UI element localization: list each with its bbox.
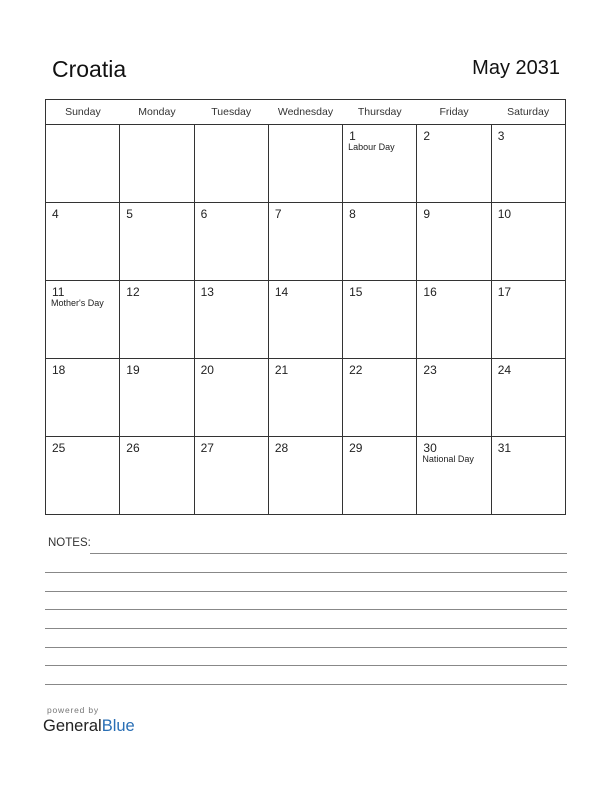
day-number: 21 [274, 363, 289, 377]
note-line [45, 684, 567, 685]
day-cell [417, 203, 491, 281]
week-row [46, 281, 566, 359]
day-cell [120, 437, 194, 515]
weekday-friday: Friday [417, 100, 491, 125]
weekday-sunday: Sunday [46, 100, 120, 125]
day-number: 7 [274, 207, 282, 221]
holiday-label: Mother's Day [51, 298, 104, 308]
day-number: 12 [126, 285, 140, 299]
day-number: 10 [497, 207, 512, 221]
day-cell [343, 125, 417, 203]
day-cell [343, 203, 417, 281]
day-number: 25 [52, 441, 66, 455]
day-number: 5 [126, 207, 133, 221]
day-cell [268, 359, 342, 437]
day-number: 13 [200, 285, 214, 299]
notes-label: NOTES: [48, 537, 91, 549]
day-number: 15 [349, 285, 363, 299]
note-line [90, 553, 567, 554]
powered-by-text: powered by [47, 705, 99, 715]
day-number: 24 [497, 363, 512, 377]
day-number: 23 [423, 363, 437, 377]
day-cell [343, 359, 417, 437]
day-cell [194, 281, 268, 359]
day-number: 3 [497, 129, 505, 143]
day-cell [46, 125, 120, 203]
brand-logo [43, 717, 135, 736]
day-cell [417, 359, 491, 437]
day-cell [120, 359, 194, 437]
day-cell [46, 281, 120, 359]
day-cell [491, 437, 565, 515]
day-cell [194, 125, 268, 203]
weekday-tuesday: Tuesday [194, 100, 268, 125]
day-cell [491, 359, 565, 437]
week-row [46, 203, 566, 281]
week-row [46, 437, 566, 515]
day-number: 9 [423, 207, 431, 221]
day-cell [46, 359, 120, 437]
day-number: 4 [52, 207, 59, 221]
note-line [45, 572, 567, 573]
day-number: 6 [200, 207, 208, 221]
month-year-title: May 2031 [472, 57, 560, 79]
day-cell [120, 125, 194, 203]
brand-name-part2: Blue [101, 717, 135, 735]
day-cell [194, 359, 268, 437]
day-cell [194, 203, 268, 281]
day-cell [417, 125, 491, 203]
day-cell [491, 125, 565, 203]
day-cell [268, 203, 342, 281]
day-cell [343, 437, 417, 515]
day-number: 11 [52, 285, 65, 299]
week-row [46, 125, 566, 203]
day-cell [417, 281, 491, 359]
brand-name-part1: General [43, 717, 102, 735]
note-line [45, 665, 567, 666]
day-number: 1 [349, 129, 356, 143]
day-cell [343, 281, 417, 359]
day-number: 22 [349, 363, 363, 377]
weekday-thursday: Thursday [343, 100, 417, 125]
day-number: 31 [497, 441, 512, 455]
day-number: 27 [200, 441, 214, 455]
day-number: 26 [126, 441, 140, 455]
day-number: 19 [126, 363, 140, 377]
day-cell [120, 281, 194, 359]
day-cell [120, 203, 194, 281]
day-number: 14 [274, 285, 289, 299]
week-row [46, 359, 566, 437]
weekday-monday: Monday [120, 100, 194, 125]
country-title: Croatia [52, 56, 127, 82]
day-number: 28 [274, 441, 289, 455]
day-number: 29 [349, 441, 363, 455]
note-line [45, 628, 567, 629]
day-number: 20 [200, 363, 214, 377]
calendar-grid [45, 99, 566, 515]
weekday-wednesday: Wednesday [268, 100, 342, 125]
day-cell [268, 281, 342, 359]
day-cell [491, 203, 565, 281]
day-number: 30 [423, 441, 437, 455]
day-cell [491, 281, 565, 359]
day-number: 17 [497, 285, 512, 299]
weekday-header-row [46, 100, 566, 125]
day-cell [268, 437, 342, 515]
day-number: 8 [349, 207, 356, 221]
day-cell [46, 203, 120, 281]
note-line [45, 647, 567, 648]
note-line [45, 591, 567, 592]
day-cell [417, 437, 491, 515]
day-cell [194, 437, 268, 515]
day-number: 16 [423, 285, 437, 299]
holiday-label: National Day [422, 454, 474, 464]
holiday-label: Labour Day [348, 142, 395, 152]
weekday-saturday: Saturday [491, 100, 565, 125]
note-line [45, 609, 567, 610]
day-number: 2 [423, 129, 431, 143]
day-cell [268, 125, 342, 203]
day-number: 18 [52, 363, 66, 377]
day-cell [46, 437, 120, 515]
